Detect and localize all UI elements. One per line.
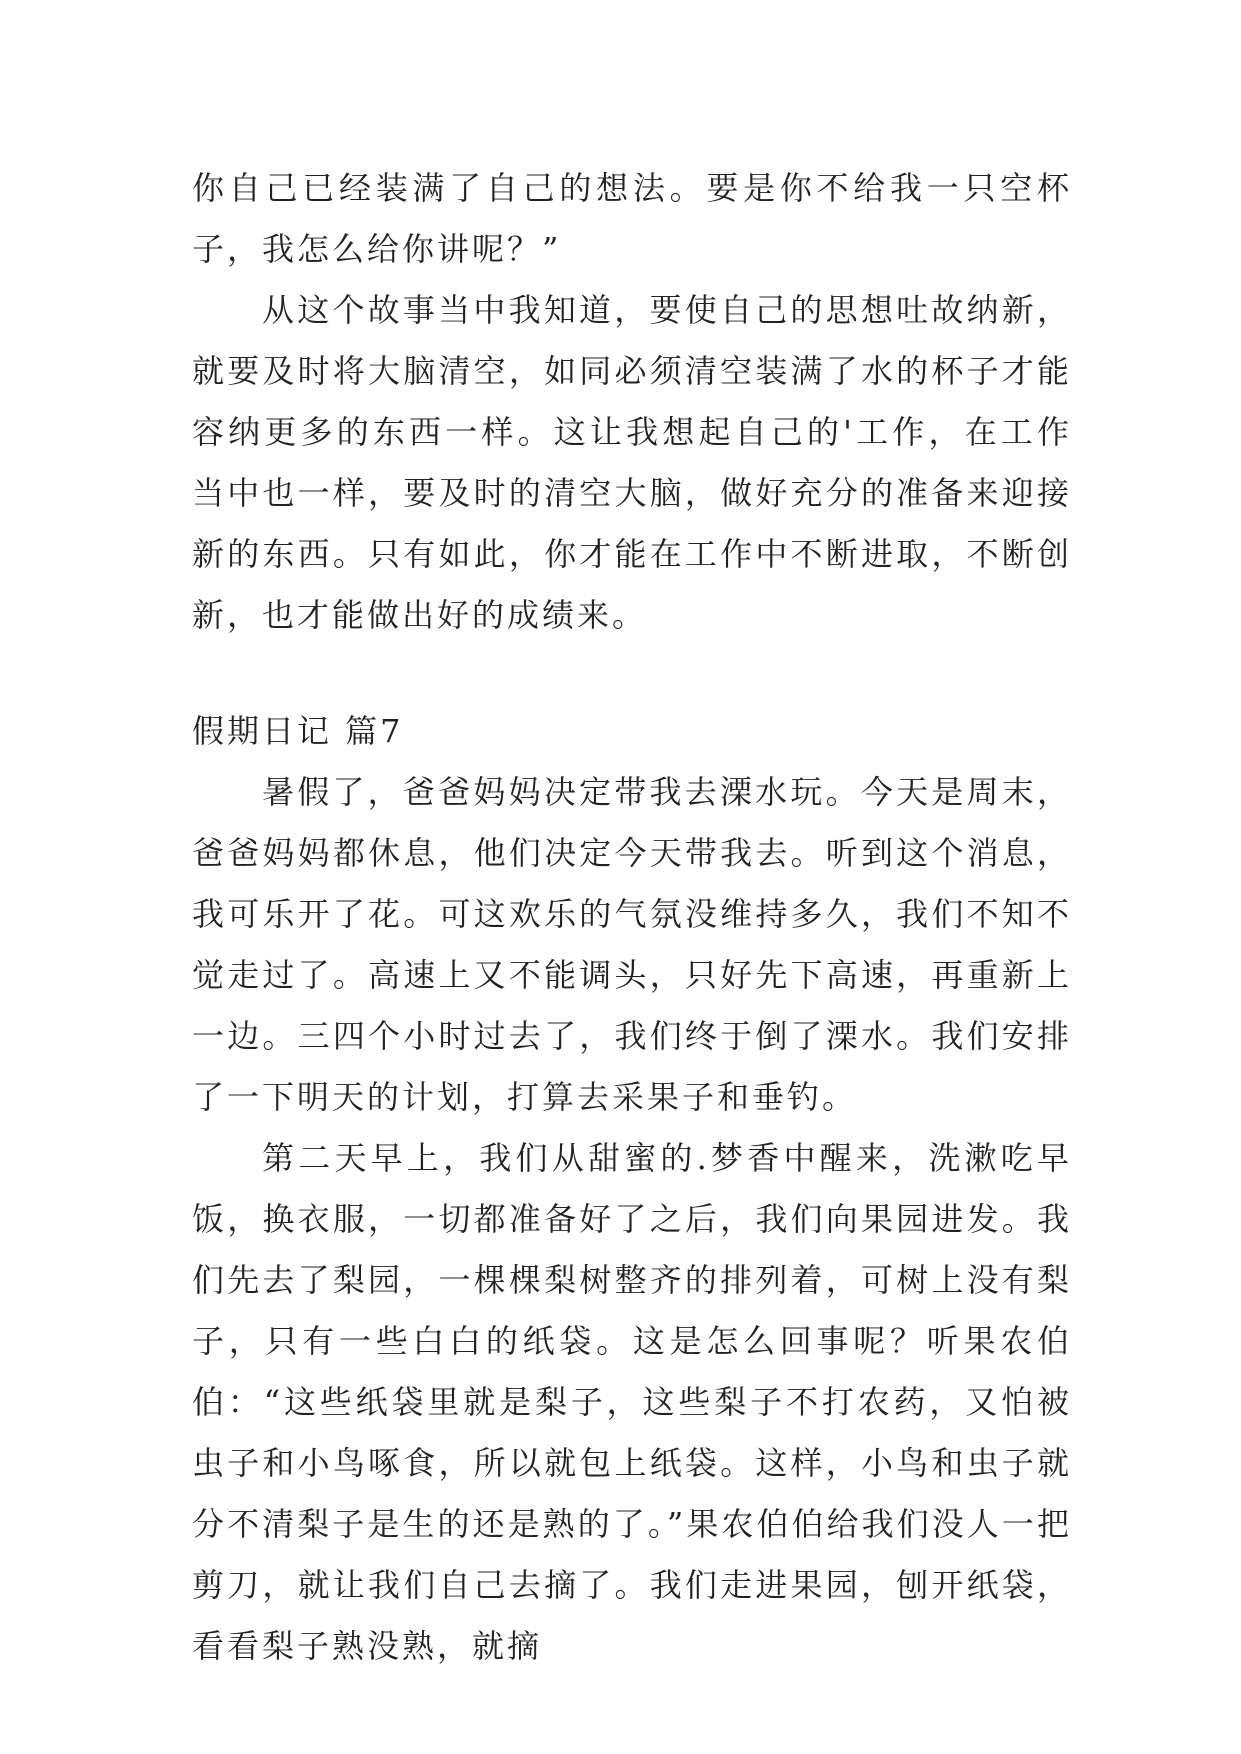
section-heading: 假期日记 篇7 [192,712,404,750]
paragraph-reflection: 从这个故事当中我知道，要使自己的思想吐故纳新，就要及时将大脑清空，如同必须清空装满了水的杯子才能容纳更多的东西一样。这让我想起自己的'工作，在工作当中也一样，要及时的清空大脑，做好充分的准备来迎接新的东西。只有如此，你才能在工作中不断进取，不断创新，也才能做出好的成绩来。 [192,291,1072,634]
paragraph-continued: 你自己已经装满了自己的想法。要是你不给我一只空杯子，我怎么给你讲呢？” [192,169,1072,268]
paragraph-orchard: 第二天早上，我们从甜蜜的.梦香中醒来，洗漱吃早饭，换衣服，一切都准备好了之后，我们向果园进发。我们先去了梨园，一棵棵梨树整齐的排列着，可树上没有梨子，只有一些白白的纸袋。这是怎么回事呢？听果农伯伯：“这些纸袋里就是梨子，这些梨子不打农药，又怕被虫子和小鸟啄食，所以就包上纸袋。这样，小鸟和虫子就分不清梨子是生的还是熟的了。”果农伯伯给我们没人一把剪刀，就让我们自己去摘了。我们走进果园，刨开纸袋，看看梨子熟没熟，就摘 [192,1139,1072,1665]
document-body [192,158,1072,1677]
paragraph-summer-trip: 暑假了，爸爸妈妈决定带我去溧水玩。今天是周末，爸爸妈妈都休息，他们决定今天带我去。听到这个消息，我可乐开了花。可这欢乐的气氛没维持多久，我们不知不觉走过了。高速上又不能调头，只好先下高速，再重新上一边。三四个小时过去了，我们终于倒了溧水。我们安排了一下明天的计划，打算去采果子和垂钓。 [192,773,1072,1116]
